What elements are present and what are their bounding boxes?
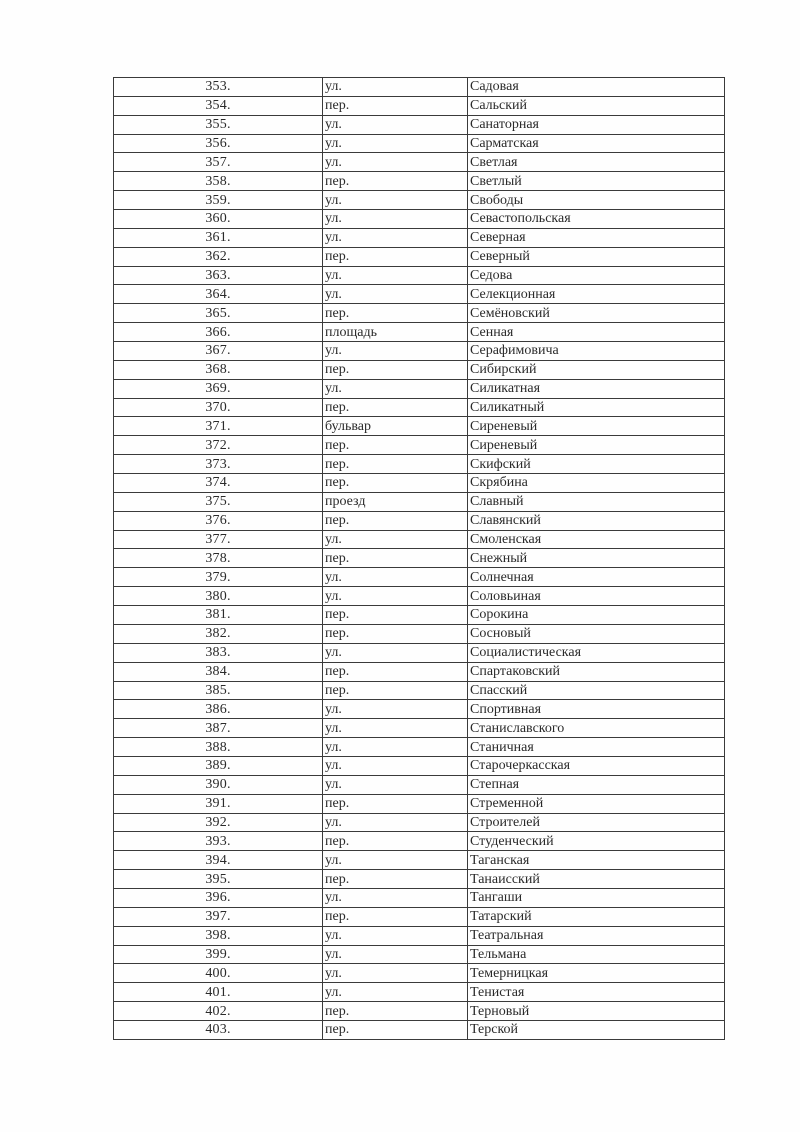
- street-name-cell: Садовая: [468, 78, 725, 97]
- row-number-cell: 401.: [114, 983, 323, 1002]
- street-type-cell: ул.: [323, 813, 468, 832]
- table-row: [114, 455, 725, 474]
- street-type-cell: ул.: [323, 228, 468, 247]
- street-type-cell: ул.: [323, 964, 468, 983]
- table-row: [114, 549, 725, 568]
- table-row: [114, 210, 725, 229]
- table-row: [114, 304, 725, 323]
- street-name-cell: Славянский: [468, 511, 725, 530]
- row-number-cell: 386.: [114, 700, 323, 719]
- street-type-cell: ул.: [323, 134, 468, 153]
- row-number-cell: 383.: [114, 643, 323, 662]
- table-row: [114, 606, 725, 625]
- street-type-cell: пер.: [323, 474, 468, 493]
- street-type-cell: ул.: [323, 210, 468, 229]
- row-number-cell: 380.: [114, 587, 323, 606]
- row-number-cell: 363.: [114, 266, 323, 285]
- street-name-cell: Сорокина: [468, 606, 725, 625]
- street-type-cell: ул.: [323, 926, 468, 945]
- street-name-cell: Спортивная: [468, 700, 725, 719]
- row-number-cell: 395.: [114, 870, 323, 889]
- street-type-cell: ул.: [323, 775, 468, 794]
- row-number-cell: 387.: [114, 719, 323, 738]
- street-name-cell: Спасский: [468, 681, 725, 700]
- row-number-cell: 389.: [114, 756, 323, 775]
- street-name-cell: Стременной: [468, 794, 725, 813]
- street-name-cell: Семёновский: [468, 304, 725, 323]
- street-type-cell: ул.: [323, 115, 468, 134]
- street-type-cell: пер.: [323, 662, 468, 681]
- table-row: [114, 153, 725, 172]
- row-number-cell: 368.: [114, 360, 323, 379]
- street-name-cell: Скрябина: [468, 474, 725, 493]
- street-name-cell: Терновый: [468, 1002, 725, 1021]
- street-name-cell: Северный: [468, 247, 725, 266]
- row-number-cell: 361.: [114, 228, 323, 247]
- row-number-cell: 384.: [114, 662, 323, 681]
- street-name-cell: Свободы: [468, 191, 725, 210]
- street-name-cell: Солнечная: [468, 568, 725, 587]
- row-number-cell: 364.: [114, 285, 323, 304]
- street-type-cell: площадь: [323, 323, 468, 342]
- table-row: [114, 323, 725, 342]
- street-name-cell: Санаторная: [468, 115, 725, 134]
- row-number-cell: 377.: [114, 530, 323, 549]
- street-name-cell: Светлый: [468, 172, 725, 191]
- street-name-cell: Смоленская: [468, 530, 725, 549]
- street-type-cell: пер.: [323, 794, 468, 813]
- row-number-cell: 388.: [114, 738, 323, 757]
- row-number-cell: 397.: [114, 907, 323, 926]
- table-row: [114, 624, 725, 643]
- street-type-cell: ул.: [323, 738, 468, 757]
- table-row: [114, 756, 725, 775]
- street-name-cell: Сиреневый: [468, 417, 725, 436]
- street-type-cell: пер.: [323, 172, 468, 191]
- row-number-cell: 357.: [114, 153, 323, 172]
- row-number-cell: 381.: [114, 606, 323, 625]
- street-name-cell: Сальский: [468, 96, 725, 115]
- street-name-cell: Тенистая: [468, 983, 725, 1002]
- street-type-cell: пер.: [323, 681, 468, 700]
- row-number-cell: 382.: [114, 624, 323, 643]
- street-type-cell: пер.: [323, 1020, 468, 1039]
- street-type-cell: ул.: [323, 78, 468, 97]
- street-type-cell: ул.: [323, 191, 468, 210]
- row-number-cell: 400.: [114, 964, 323, 983]
- street-name-cell: Таганская: [468, 851, 725, 870]
- table-row: [114, 78, 725, 97]
- table-row: [114, 681, 725, 700]
- table-row: [114, 191, 725, 210]
- row-number-cell: 356.: [114, 134, 323, 153]
- row-number-cell: 391.: [114, 794, 323, 813]
- table-row: [114, 700, 725, 719]
- street-name-cell: Станиславского: [468, 719, 725, 738]
- row-number-cell: 394.: [114, 851, 323, 870]
- street-name-cell: Серафимовича: [468, 342, 725, 361]
- row-number-cell: 393.: [114, 832, 323, 851]
- row-number-cell: 392.: [114, 813, 323, 832]
- row-number-cell: 396.: [114, 888, 323, 907]
- street-type-cell: пер.: [323, 549, 468, 568]
- table-row: [114, 813, 725, 832]
- street-type-cell: пер.: [323, 1002, 468, 1021]
- street-name-cell: Снежный: [468, 549, 725, 568]
- table-row: [114, 662, 725, 681]
- row-number-cell: 370.: [114, 398, 323, 417]
- street-type-cell: пер.: [323, 96, 468, 115]
- row-number-cell: 378.: [114, 549, 323, 568]
- street-type-cell: пер.: [323, 436, 468, 455]
- table-row: [114, 926, 725, 945]
- street-name-cell: Северная: [468, 228, 725, 247]
- street-type-cell: пер.: [323, 398, 468, 417]
- street-name-cell: Сенная: [468, 323, 725, 342]
- streets-table: [113, 77, 725, 1040]
- street-type-cell: ул.: [323, 530, 468, 549]
- street-type-cell: пер.: [323, 511, 468, 530]
- table-row: [114, 530, 725, 549]
- table-row: [114, 266, 725, 285]
- table-row: [114, 360, 725, 379]
- streets-table-body: [114, 78, 725, 1040]
- street-name-cell: Спартаковский: [468, 662, 725, 681]
- table-row: [114, 247, 725, 266]
- street-type-cell: пер.: [323, 907, 468, 926]
- street-type-cell: ул.: [323, 700, 468, 719]
- street-name-cell: Темерницкая: [468, 964, 725, 983]
- street-type-cell: пер.: [323, 870, 468, 889]
- street-type-cell: ул.: [323, 945, 468, 964]
- street-name-cell: Скифский: [468, 455, 725, 474]
- row-number-cell: 371.: [114, 417, 323, 436]
- table-row: [114, 643, 725, 662]
- street-type-cell: пер.: [323, 247, 468, 266]
- table-row: [114, 587, 725, 606]
- street-name-cell: Театральная: [468, 926, 725, 945]
- street-type-cell: пер.: [323, 455, 468, 474]
- table-row: [114, 1002, 725, 1021]
- table-row: [114, 172, 725, 191]
- street-type-cell: ул.: [323, 756, 468, 775]
- street-name-cell: Светлая: [468, 153, 725, 172]
- street-type-cell: ул.: [323, 719, 468, 738]
- street-name-cell: Студенческий: [468, 832, 725, 851]
- row-number-cell: 373.: [114, 455, 323, 474]
- table-row: [114, 907, 725, 926]
- table-row: [114, 775, 725, 794]
- street-name-cell: Татарский: [468, 907, 725, 926]
- row-number-cell: 390.: [114, 775, 323, 794]
- street-name-cell: Строителей: [468, 813, 725, 832]
- table-row: [114, 342, 725, 361]
- row-number-cell: 376.: [114, 511, 323, 530]
- street-name-cell: Танаисский: [468, 870, 725, 889]
- street-type-cell: ул.: [323, 643, 468, 662]
- row-number-cell: 402.: [114, 1002, 323, 1021]
- row-number-cell: 354.: [114, 96, 323, 115]
- row-number-cell: 375.: [114, 492, 323, 511]
- table-row: [114, 983, 725, 1002]
- street-name-cell: Степная: [468, 775, 725, 794]
- street-name-cell: Селекционная: [468, 285, 725, 304]
- street-type-cell: пер.: [323, 624, 468, 643]
- street-name-cell: Сибирский: [468, 360, 725, 379]
- street-name-cell: Седова: [468, 266, 725, 285]
- street-type-cell: ул.: [323, 153, 468, 172]
- table-row: [114, 417, 725, 436]
- street-name-cell: Силикатная: [468, 379, 725, 398]
- table-row: [114, 379, 725, 398]
- row-number-cell: 359.: [114, 191, 323, 210]
- street-type-cell: пер.: [323, 606, 468, 625]
- table-row: [114, 134, 725, 153]
- table-row: [114, 398, 725, 417]
- table-row: [114, 474, 725, 493]
- table-row: [114, 1020, 725, 1039]
- table-row: [114, 719, 725, 738]
- street-name-cell: Сосновый: [468, 624, 725, 643]
- table-row: [114, 492, 725, 511]
- street-name-cell: Славный: [468, 492, 725, 511]
- street-type-cell: ул.: [323, 568, 468, 587]
- row-number-cell: 367.: [114, 342, 323, 361]
- row-number-cell: 372.: [114, 436, 323, 455]
- street-name-cell: Старочеркасская: [468, 756, 725, 775]
- row-number-cell: 399.: [114, 945, 323, 964]
- row-number-cell: 385.: [114, 681, 323, 700]
- street-type-cell: ул.: [323, 587, 468, 606]
- street-type-cell: проезд: [323, 492, 468, 511]
- street-type-cell: ул.: [323, 983, 468, 1002]
- table-row: [114, 511, 725, 530]
- street-name-cell: Сиреневый: [468, 436, 725, 455]
- street-type-cell: ул.: [323, 851, 468, 870]
- street-type-cell: ул.: [323, 342, 468, 361]
- street-type-cell: пер.: [323, 304, 468, 323]
- table-row: [114, 832, 725, 851]
- table-row: [114, 738, 725, 757]
- street-name-cell: Станичная: [468, 738, 725, 757]
- table-row: [114, 96, 725, 115]
- table-row: [114, 436, 725, 455]
- street-name-cell: Терской: [468, 1020, 725, 1039]
- row-number-cell: 365.: [114, 304, 323, 323]
- table-row: [114, 945, 725, 964]
- street-name-cell: Социалистическая: [468, 643, 725, 662]
- row-number-cell: 398.: [114, 926, 323, 945]
- table-row: [114, 794, 725, 813]
- street-name-cell: Сарматская: [468, 134, 725, 153]
- row-number-cell: 353.: [114, 78, 323, 97]
- table-row: [114, 568, 725, 587]
- street-name-cell: Соловьиная: [468, 587, 725, 606]
- table-row: [114, 870, 725, 889]
- street-type-cell: ул.: [323, 888, 468, 907]
- row-number-cell: 403.: [114, 1020, 323, 1039]
- row-number-cell: 369.: [114, 379, 323, 398]
- street-type-cell: пер.: [323, 360, 468, 379]
- table-row: [114, 888, 725, 907]
- table-row: [114, 285, 725, 304]
- row-number-cell: 358.: [114, 172, 323, 191]
- street-name-cell: Севастопольская: [468, 210, 725, 229]
- street-name-cell: Силикатный: [468, 398, 725, 417]
- row-number-cell: 360.: [114, 210, 323, 229]
- row-number-cell: 374.: [114, 474, 323, 493]
- row-number-cell: 379.: [114, 568, 323, 587]
- street-name-cell: Тангаши: [468, 888, 725, 907]
- street-name-cell: Тельмана: [468, 945, 725, 964]
- row-number-cell: 355.: [114, 115, 323, 134]
- row-number-cell: 366.: [114, 323, 323, 342]
- street-type-cell: ул.: [323, 285, 468, 304]
- table-row: [114, 964, 725, 983]
- table-row: [114, 115, 725, 134]
- street-type-cell: пер.: [323, 832, 468, 851]
- street-type-cell: ул.: [323, 266, 468, 285]
- street-type-cell: бульвар: [323, 417, 468, 436]
- street-type-cell: ул.: [323, 379, 468, 398]
- row-number-cell: 362.: [114, 247, 323, 266]
- table-row: [114, 851, 725, 870]
- table-row: [114, 228, 725, 247]
